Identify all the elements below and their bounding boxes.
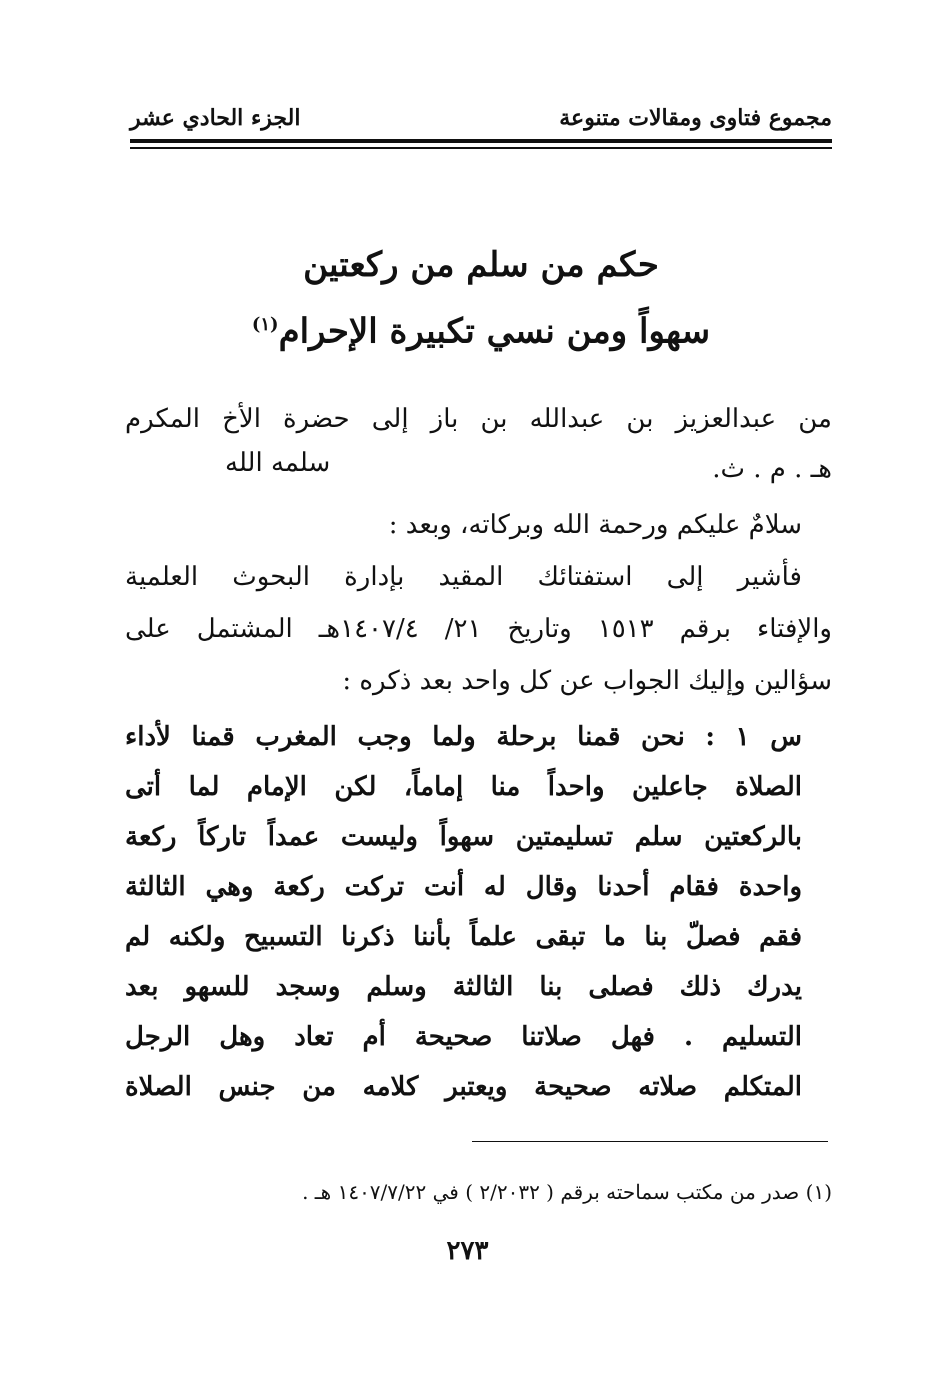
body-line-4: فأشير إلى استفتائك المقيد بإدارة البحوث العلمية	[125, 562, 802, 592]
footnote-text: (١) صدر من مكتب سماحته برقم ( ٢/٢٠٣٢ ) في ١٤٠٧/٧/٢٢ هـ .	[302, 1180, 832, 1204]
body-line-2: هـ . م . ث.	[712, 454, 832, 484]
body-line-3: سلامٌ عليكم ورحمة الله وبركاته، وبعد :	[388, 510, 802, 540]
header-rule-thick	[130, 139, 832, 143]
footnote-separator	[472, 1141, 828, 1142]
question-line-4: واحدة فقام أحدنا وقال له أنت تركت ركعة وهي الثالثة	[125, 872, 802, 902]
question-line-3: بالركعتين سلم تسليمتين سهواً وليست عمداً تاركاً ركعة	[125, 822, 802, 852]
title-line-2	[130, 295, 832, 361]
book-title: مجموع فتاوى ومقالات متنوعة	[559, 105, 832, 131]
question-line-8: المتكلم صلاته صحيحة ويعتبر كلامه من جنس الصلاة	[125, 1072, 802, 1102]
header-rule-thin	[130, 147, 832, 149]
question-line-2: الصلاة جاعلين واحداً منا إماماً، لكن الإمام لما أتى	[125, 772, 802, 802]
question-line-5: فقم فصلّ بنا ما تبقى علماً بأننا ذكرنا التسبيح ولكنه لم	[125, 922, 802, 952]
title-line-2-text: سهواً ومن نسي تكبيرة الإحرام	[278, 311, 711, 352]
question-line-1: س ١ : نحن قمنا برحلة ولما وجب المغرب قمنا لأداء	[125, 722, 802, 752]
body-line-1: من عبدالعزيز بن عبدالله بن باز إلى حضرة الأخ المكرم	[125, 404, 832, 434]
question-block	[125, 714, 832, 1114]
letter-body	[125, 396, 832, 716]
question-line-7: التسليم . فهل صلاتنا صحيحة أم تعاد وهل الرجل	[125, 1022, 802, 1052]
body-line-5: والإفتاء برقم ١٥١٣ وتاريخ ٢١/ ١٤٠٧/٤هـ المشتمل على	[125, 614, 832, 644]
title-line-1: حكم من سلم من ركعتين	[303, 245, 659, 285]
footnote-marker: (١)	[251, 314, 279, 335]
article-title	[130, 235, 832, 361]
salutation-blessing: سلمه الله	[225, 448, 331, 478]
running-header	[130, 105, 832, 141]
volume-label: الجزء الحادي عشر	[130, 105, 301, 131]
page-number: ٢٧٣	[446, 1236, 489, 1266]
question-line-6: يدرك ذلك فصلى بنا الثالثة وسلم وسجد للسهو بعد	[125, 972, 802, 1002]
body-line-6: سؤالين وإليك الجواب عن كل واحد بعد ذكره :	[342, 666, 832, 696]
